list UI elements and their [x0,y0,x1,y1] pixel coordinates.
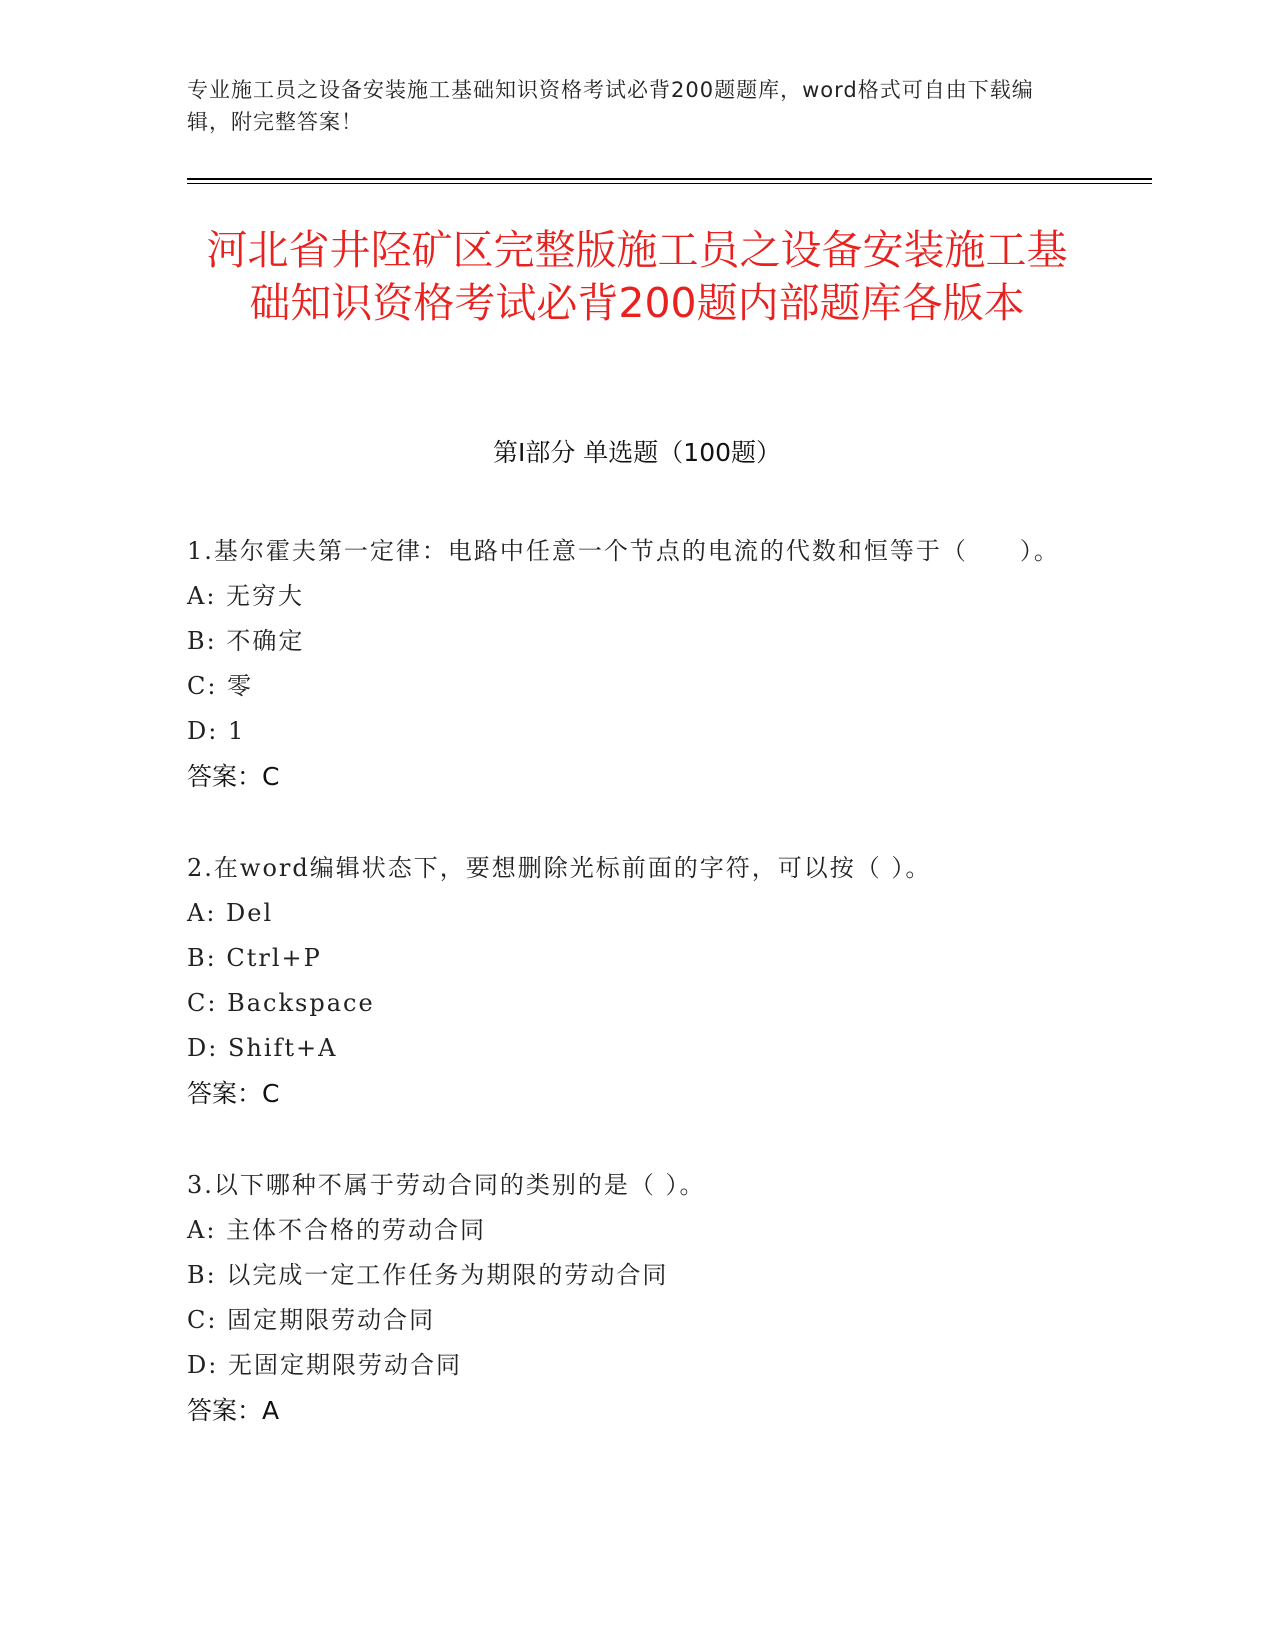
option-b: B: 不确定 [187,627,305,655]
header-rule-thick [187,178,1152,180]
question-3 [187,1162,1087,1434]
option-a: A: Del [187,899,274,927]
option-d: D: Shift+A [187,1034,338,1062]
question-answer: 答案：C [187,762,280,791]
question-stem: 3.以下哪种不属于劳动合同的类别的是（ ）。 [187,1171,706,1199]
question-stem: 2.在word编辑状态下，要想删除光标前面的字符，可以按（ ）。 [187,854,932,882]
question-answer: 答案：A [187,1396,280,1425]
question-answer: 答案：C [187,1079,280,1108]
option-b: B: Ctrl+P [187,944,322,972]
option-b: B: 以完成一定工作任务为期限的劳动合同 [187,1261,669,1289]
option-d: D: 1 [187,717,246,745]
question-1 [187,528,1087,845]
option-d: D: 无固定期限劳动合同 [187,1351,462,1379]
question-spacer [187,1117,1087,1162]
question-list [187,528,1087,1434]
document-title: 河北省井陉矿区完整版施工员之设备安装施工基础知识资格考试必背200题内部题库各版本 [206,226,1068,327]
option-c: C: 零 [187,672,254,700]
question-2 [187,845,1087,1162]
section-title: 第Ⅰ部分 单选题（100题） [492,438,782,467]
option-a: A: 主体不合格的劳动合同 [187,1216,487,1244]
header-rule-thin [187,183,1152,184]
option-c: C: 固定期限劳动合同 [187,1306,436,1334]
question-spacer [187,800,1087,845]
question-stem: 1.基尔霍夫第一定律：电路中任意一个节点的电流的代数和恒等于（ ）。 [187,537,1060,565]
header-note: 专业施工员之设备安装施工基础知识资格考试必背200题题库，word格式可自由下载编辑，附完整答案！ [187,78,1034,134]
option-a: A: 无穷大 [187,582,305,610]
option-c: C: Backspace [187,989,375,1017]
